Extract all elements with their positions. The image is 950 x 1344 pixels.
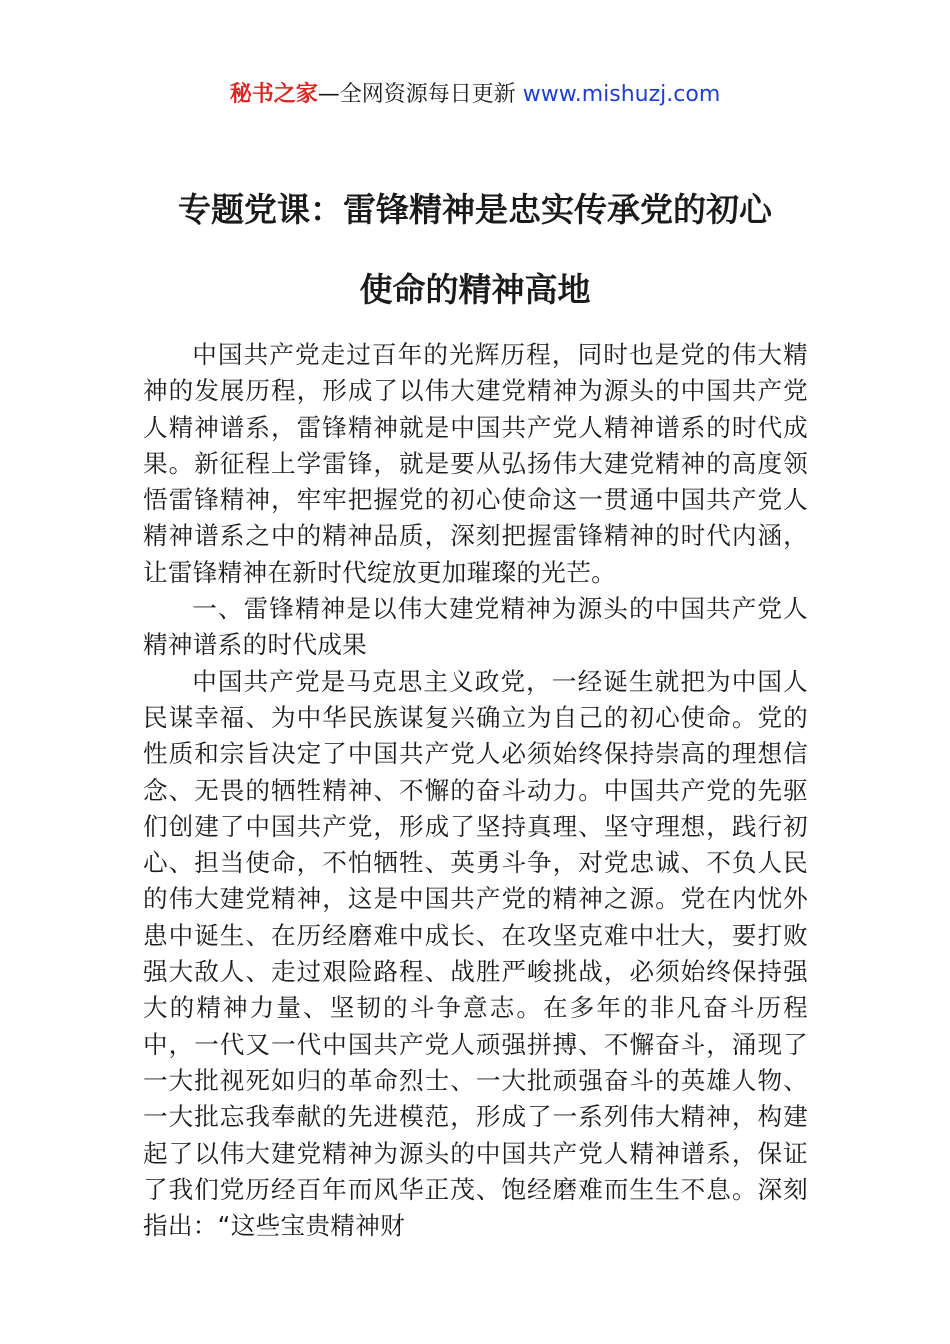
header-tagline: —全网资源每日更新 [317,82,523,107]
body-paragraph: 中国共产党是马克思主义政党，一经诞生就把为中国人民谋幸福、为中华民族谋复兴确立为自己的初心使命。党的性质和宗旨决定了中国共产党人必须始终保持崇高的理想信念、无畏的牺牲精神、不懈的奋斗动力。中国共产党的先驱们创建了中国共产党，形成了坚持真理、坚守理想，践行初心、担当使命，不怕牺牲、英勇斗争，对党忠诚、不负人民的伟大建党精神，这是中国共产党的精神之源。党在内忧外患中诞生、在历经磨难中成长、在攻坚克难中壮大，要打败强大敌人、走过艰险路程、战胜严峻挑战，必须始终保持强大的精神力量、坚韧的斗争意志。在多年的非凡奋斗历程中，一代又一代中国共产党人顽强拼搏、不懈奋斗，涌现了一大批视死如归的革命烈士、一大批顽强奋斗的英雄人物、一大批忘我奉献的先进模范，形成了一系列伟大精神，构建起了以伟大建党精神为源头的中国共产党人精神谱系，保证了我们党历经百年而风华正茂、饱经磨难而生生不息。深刻指出：“这些宝贵精神财 [143,666,808,1241]
page-header [0,78,950,112]
brand-name: 秘书之家 [229,82,318,107]
title-line-1: 专题党课：雷锋精神是忠实传承党的初心 [178,190,772,229]
site-url-link[interactable]: www.mishuzj.com [522,82,721,107]
section-heading: 一、雷锋精神是以伟大建党精神为源头的中国共产党人精神谱系的时代成果 [143,594,808,660]
intro-paragraph: 中国共产党走过百年的光辉历程，同时也是党的伟大精神的发展历程，形成了以伟大建党精神为源头的中国共产党人精神谱系，雷锋精神就是中国共产党人精神谱系的时代成果。新征程上学雷锋，就是要从弘扬伟大建党精神的高度领悟雷锋精神，牢牢把握党的初心使命这一贯通中国共产党人精神谱系之中的精神品质，深刻把握雷锋精神的时代内涵，让雷锋精神在新时代绽放更加璀璨的光芒。 [143,340,808,587]
title-line-2: 使命的精神高地 [359,270,591,309]
document-body [143,337,808,1244]
document-title [0,170,950,330]
